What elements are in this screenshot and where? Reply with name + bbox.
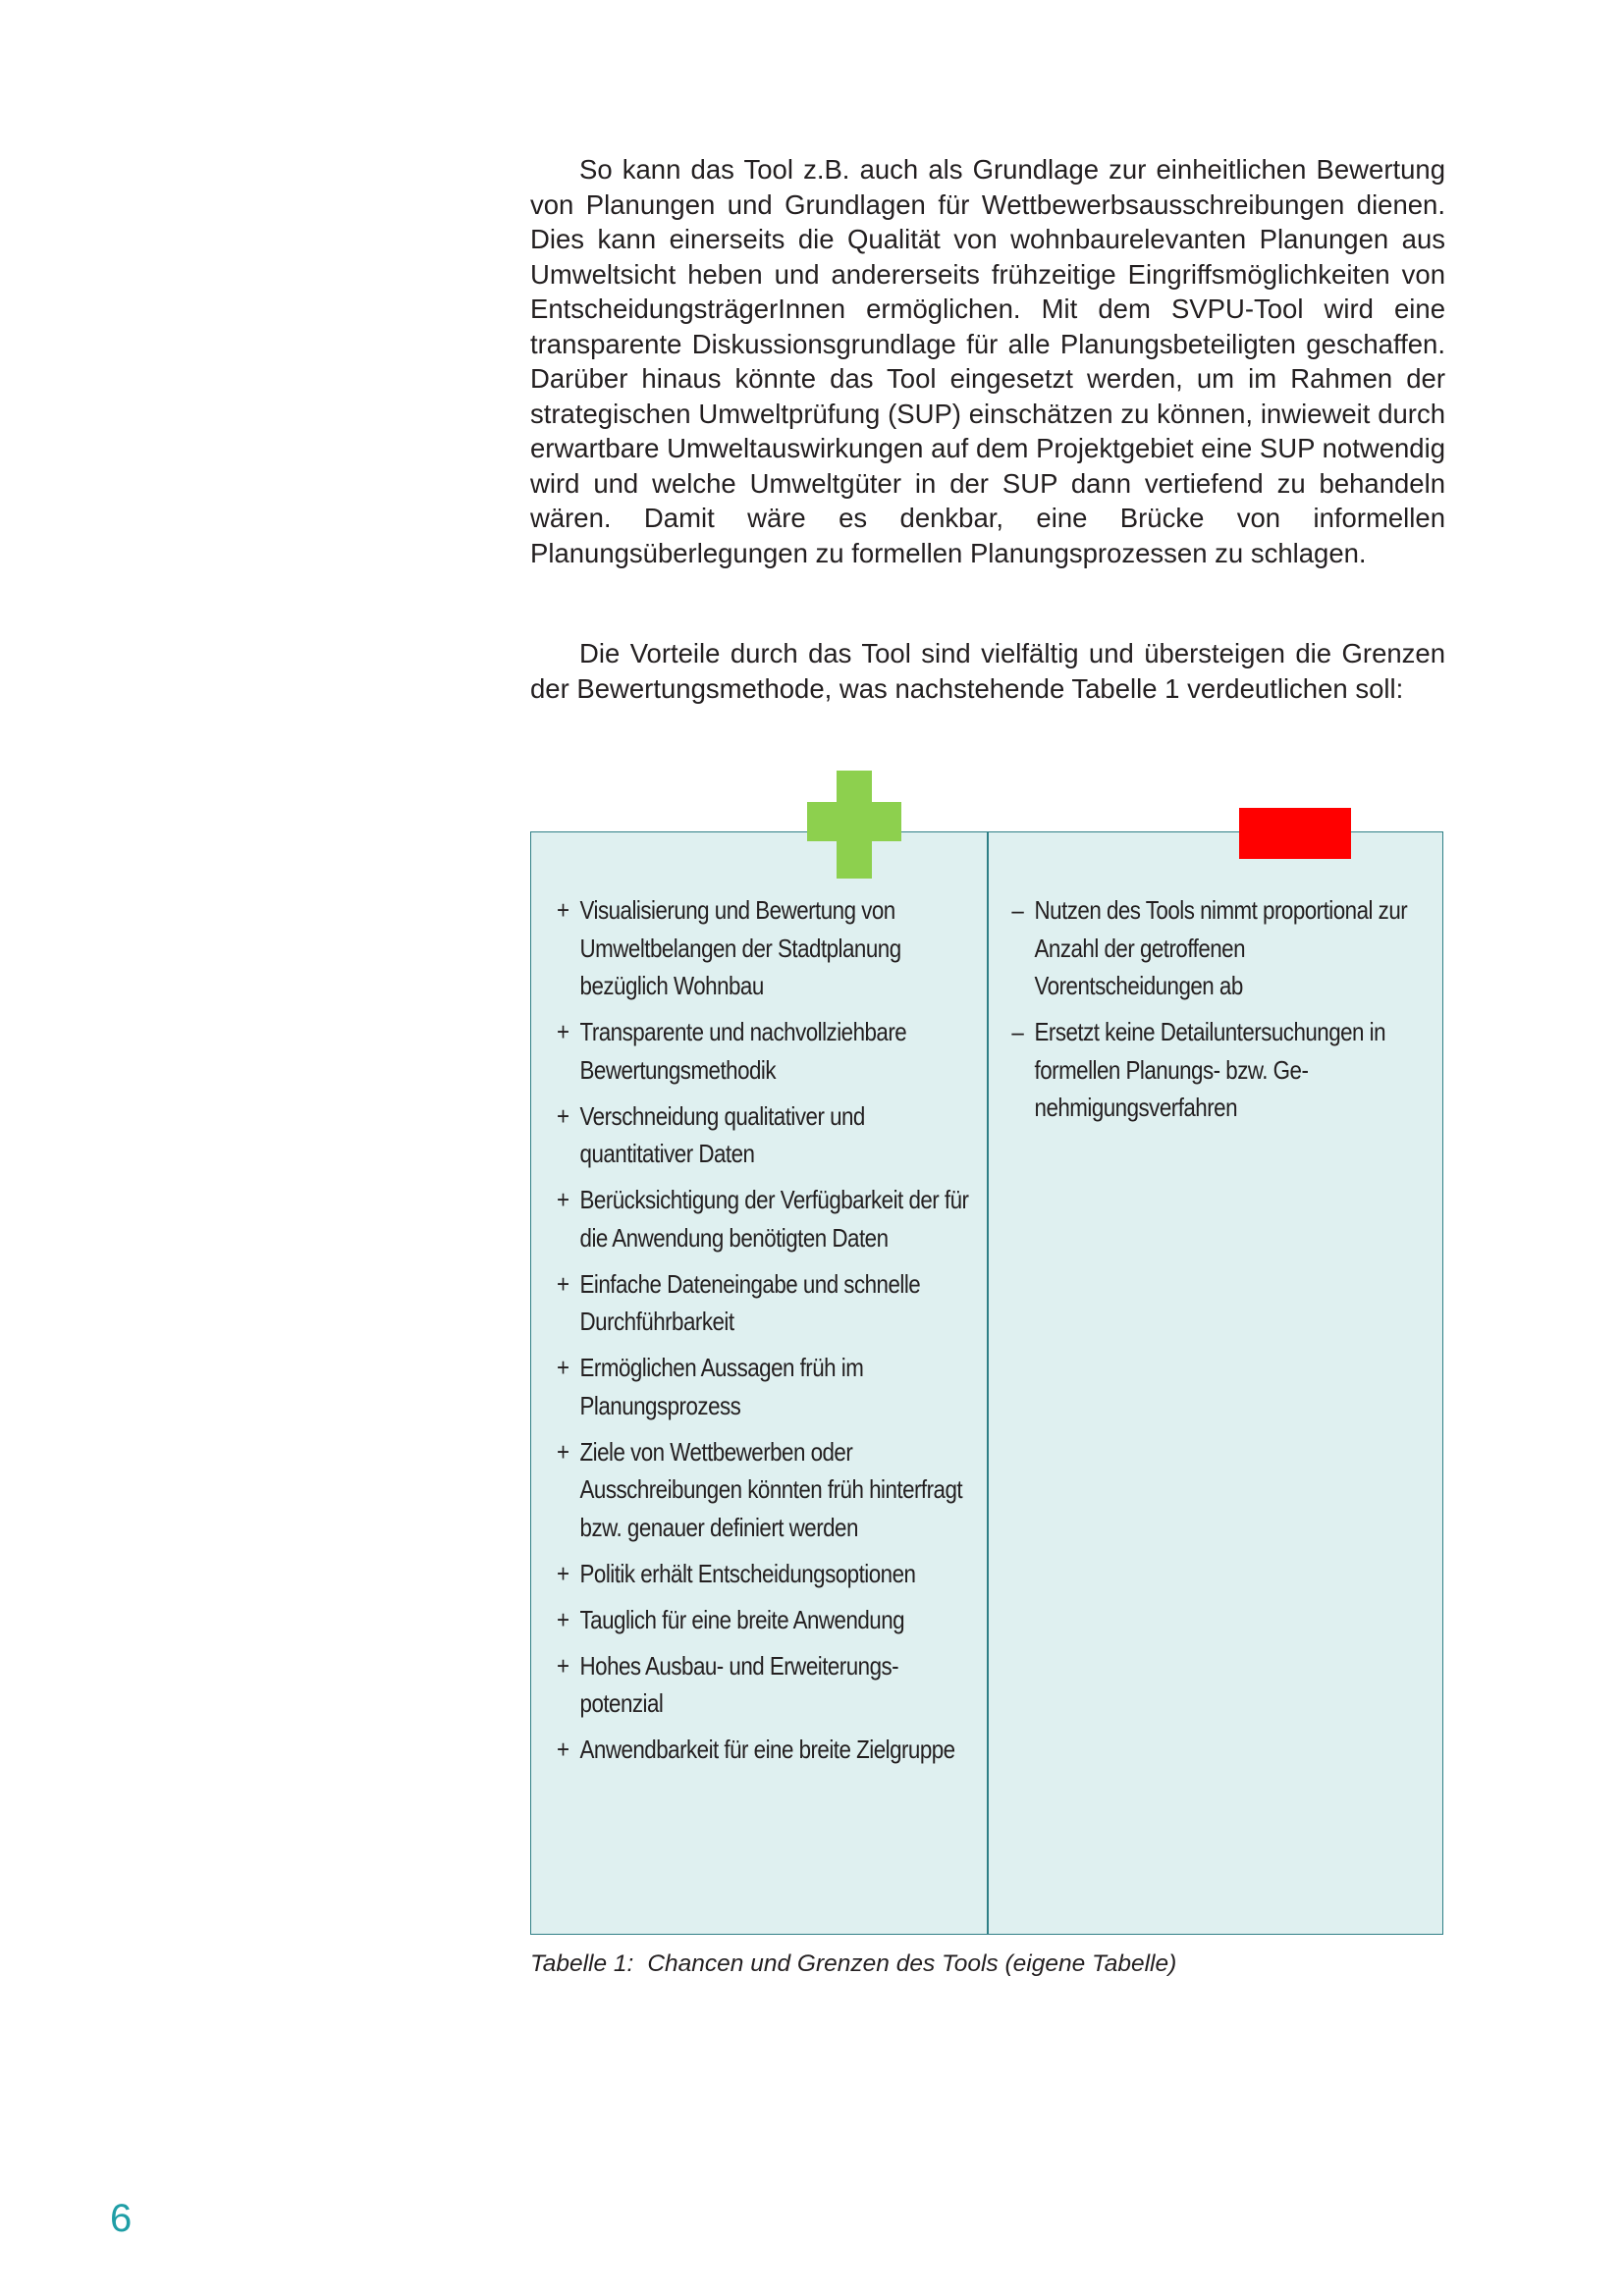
bullet-marker: + — [557, 1100, 569, 1131]
list-item-text: Anwendbarkeit für eine breite Zielgruppe — [579, 1735, 955, 1764]
bullet-marker: + — [557, 1735, 569, 1764]
paragraph-text: So kann das Tool z.B. auch als Grundlage zur einheitlichen Bewertung von Planungen und Grundlagen für Wettbewerbsausschreibungen dienen. Dies kann einerseits die Qualität von wohnbaurelevanten Planungen aus Umweltsicht heben und andererseits frühzeitige Eingriffsmöglichkeiten von EntscheidungsträgerInnen ermöglichen. Mit dem SVPU-Tool wird eine transparente Diskussionsgrundlage für alle Planungsbeteiligten geschaffen. Darüber hinaus könnte das Tool eingesetzt werden, um im Rahmen der strategischen Umweltprüfung (SUP) einschätzen zu können, inwieweit durch erwartbare Umweltauswirkungen auf dem Projektgebiet eine SUP notwendig wird und welche Umweltgüter in der SUP dann vertiefend zu behandeln wären. Damit wäre es denkbar, eine Brücke von informellen Planungsüberlegungen zu formellen Planungsprozessen zu schlagen. — [530, 154, 1445, 568]
bullet-marker: – — [1011, 1017, 1024, 1046]
list-item-text: Visualisierung und Bewertung von Umweltbelangen der Stadtplanung bezüglich Wohnbau — [579, 895, 901, 1000]
list-item-text: Einfache Dateneingabe und schnelle Durchführbarkeit — [579, 1268, 921, 1336]
list-item-text: Verschneidung qualitativer und quantitativer Daten — [579, 1100, 865, 1168]
list-item — [553, 1647, 970, 1723]
list-item-text: Ersetzt keine Detailuntersuchungen in formellen Planungs- bzw. Genehmigungsverfahren — [1034, 1017, 1386, 1122]
list-item-text: Nutzen des Tools nimmt proportional zur Anzahl der getroffenen Vorentscheidungen ab — [1034, 895, 1408, 1000]
column-divider — [987, 832, 989, 1934]
body-paragraph-2 — [530, 636, 1445, 706]
paragraph-text: Die Vorteile durch das Tool sind vielfältig und übersteigen die Grenzen der Bewertungsmethode, was nachstehende Tabelle 1 verdeutlichen soll: — [530, 638, 1445, 704]
caption-label: Tabelle 1: — [530, 1950, 634, 1977]
bullet-marker: – — [1011, 895, 1024, 925]
bullet-marker: + — [557, 1268, 569, 1299]
list-item — [553, 1013, 970, 1089]
list-item — [553, 1555, 970, 1593]
disadvantages-column — [1007, 891, 1425, 1135]
bullet-marker: + — [557, 1604, 569, 1634]
bullet-marker: + — [557, 1353, 569, 1382]
bullet-marker: + — [557, 1650, 569, 1681]
table-caption — [530, 1950, 1176, 1978]
list-item — [1007, 1013, 1425, 1127]
list-item — [553, 1265, 970, 1341]
bullet-marker: + — [557, 895, 569, 925]
caption-text: Chancen und Grenzen des Tools (eigene Tabelle) — [647, 1950, 1177, 1977]
list-item — [553, 1181, 970, 1256]
bullet-marker: + — [557, 1017, 569, 1046]
bullet-marker: + — [557, 1558, 569, 1588]
list-item-text: Transparente und nachvollziehbare Bewertungsmethodik — [579, 1017, 907, 1085]
list-item-text: Hohes Ausbau- und Erweiterungspotenzial — [579, 1650, 899, 1718]
page-number: 6 — [110, 2197, 133, 2240]
plus-icon — [807, 771, 901, 879]
list-item-text: Ziele von Wettbewerben oder Ausschreibungen könnten früh hinterfragt bzw. genauer definiert werden — [579, 1436, 963, 1542]
disadvantages-list — [1007, 891, 1425, 1127]
list-item-text: Berücksichtigung der Verfügbarkeit der für die Anwendung benötigten Daten — [579, 1185, 969, 1253]
minus-icon — [1239, 808, 1351, 859]
advantages-column — [553, 891, 970, 1777]
list-item — [553, 1097, 970, 1173]
list-item-text: Politik erhält Entscheidungsoptionen — [579, 1558, 916, 1588]
list-item-text: Ermöglichen Aussagen früh im Planungsprozess — [579, 1353, 864, 1420]
list-item — [553, 1601, 970, 1639]
list-item — [553, 1433, 970, 1547]
advantages-list — [553, 891, 970, 1769]
list-item — [553, 1349, 970, 1424]
pros-cons-table — [530, 831, 1443, 1935]
list-item-text: Tauglich für eine breite Anwendung — [579, 1604, 905, 1634]
list-item — [553, 891, 970, 1005]
body-paragraph-1 — [530, 152, 1445, 570]
bullet-marker: + — [557, 1185, 569, 1214]
list-item — [553, 1731, 970, 1769]
list-item — [1007, 891, 1425, 1005]
bullet-marker: + — [557, 1436, 569, 1467]
